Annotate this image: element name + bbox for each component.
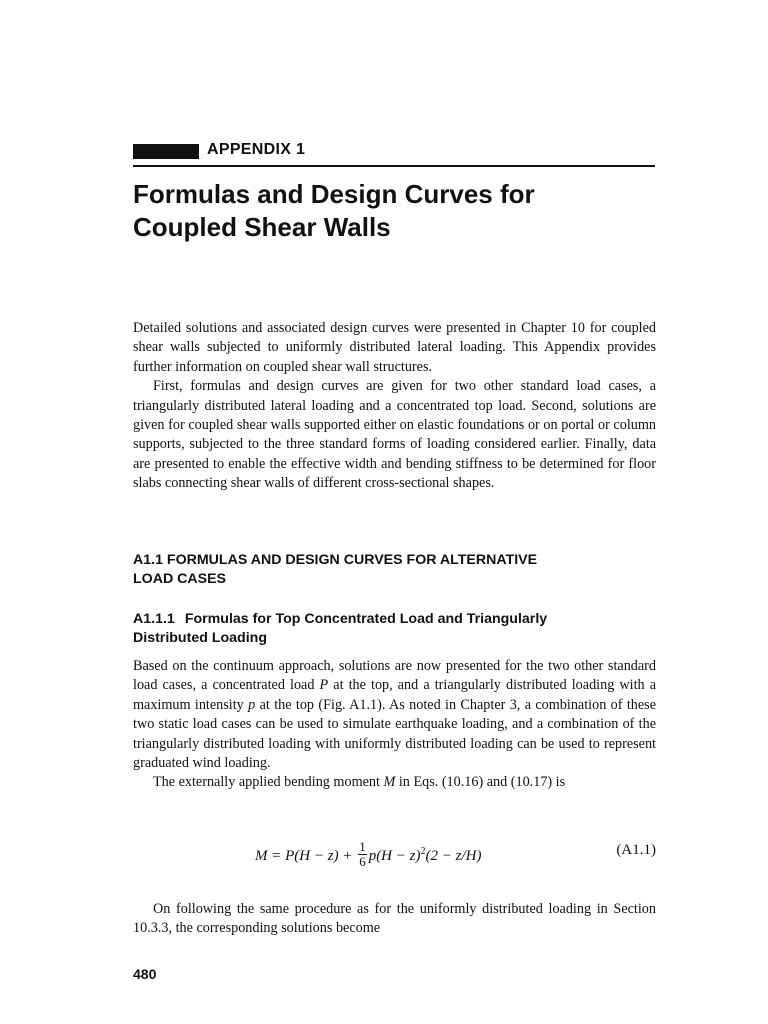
body-paragraph-2 xyxy=(133,773,656,792)
chapter-title-line-1: Formulas and Design Curves for xyxy=(133,179,535,209)
body-text xyxy=(133,657,656,793)
chapter-title xyxy=(133,178,653,244)
intro-text xyxy=(133,319,656,494)
equation-rhs-b: (2 − z/H) xyxy=(425,847,482,864)
intro-paragraph-2: First, formulas and design curves are given for two other standard load cases, a triangularly distributed lateral loading and a concentrated top load. Second, solutions are given for coupled shear walls supported either on elastic foundations or on portal or column supports, subjected to the three standard forms of loading considered earlier. Finally, data are presented to enable the effective width and bending stiffness to be determined for floor slabs connecting shear walls of different cross-sectional shapes. xyxy=(133,378,656,492)
subsection-heading xyxy=(133,610,656,648)
section-heading xyxy=(133,551,656,589)
equation-rhs-a: p(H − z) xyxy=(368,847,421,864)
subsection-title-line-2: Distributed Loading xyxy=(133,630,267,646)
page-number: 480 xyxy=(133,966,157,982)
var-p: p xyxy=(248,696,256,713)
section-heading-line-1: A1.1 FORMULAS AND DESIGN CURVES FOR ALTERNATIVE xyxy=(133,552,538,568)
closing-text xyxy=(133,900,656,939)
var-M: M xyxy=(383,774,396,791)
body-p1-text-2: at the top, and a triangularly distributed loading with a maximum intensity xyxy=(133,677,656,713)
appendix-header-rule xyxy=(133,141,655,167)
body-p2-text-1: The externally applied bending moment xyxy=(153,774,384,791)
equation-superscript: 2 xyxy=(420,845,426,857)
appendix-black-block xyxy=(133,144,199,159)
body-paragraph-1 xyxy=(133,657,656,773)
subsection-number: A1.1.1 xyxy=(133,611,175,627)
section-heading-line-2: LOAD CASES xyxy=(133,571,227,587)
fraction-numerator: 1 xyxy=(359,839,366,854)
body-p2-text-2: in Eqs. (10.16) and (10.17) is xyxy=(395,774,566,791)
fraction-denominator: 6 xyxy=(359,854,366,869)
body-p1-text-3: at the top (Fig. A1.1). As noted in Chapter 3, a combination of these two static load cases can be used to simulate earthquake loading, and a combination of the triangularly distributed loading with uniformly distributed loading can be used to represent graduated wind loading. xyxy=(133,696,656,772)
chapter-title-line-2: Coupled Shear Walls xyxy=(133,212,391,242)
var-P: P xyxy=(319,677,329,694)
equation-lhs: M = P(H − z) + xyxy=(255,847,353,864)
subsection-title-line-1: Formulas for Top Concentrated Load and Triangularly xyxy=(184,611,548,627)
body-p1-text-1: Based on the continuum approach, solutions are now presented for the two other standard load cases, a concentrated load xyxy=(133,658,656,694)
appendix-label: APPENDIX 1 xyxy=(207,141,306,158)
equation-fraction xyxy=(358,840,367,869)
equation-number: (A1.1) xyxy=(616,842,656,858)
body-paragraph-3: On following the same procedure as for the uniformly distributed loading in Section 10.3.3, the corresponding solutions become xyxy=(133,901,656,937)
equation-body xyxy=(255,839,482,871)
intro-paragraph-1: Detailed solutions and associated design curves were presented in Chapter 10 for coupled shear walls subjected to uniformly distributed lateral loading. This Appendix provides further information on coupled shear wall structures. xyxy=(133,320,656,375)
equation-a1-1 xyxy=(133,828,656,872)
